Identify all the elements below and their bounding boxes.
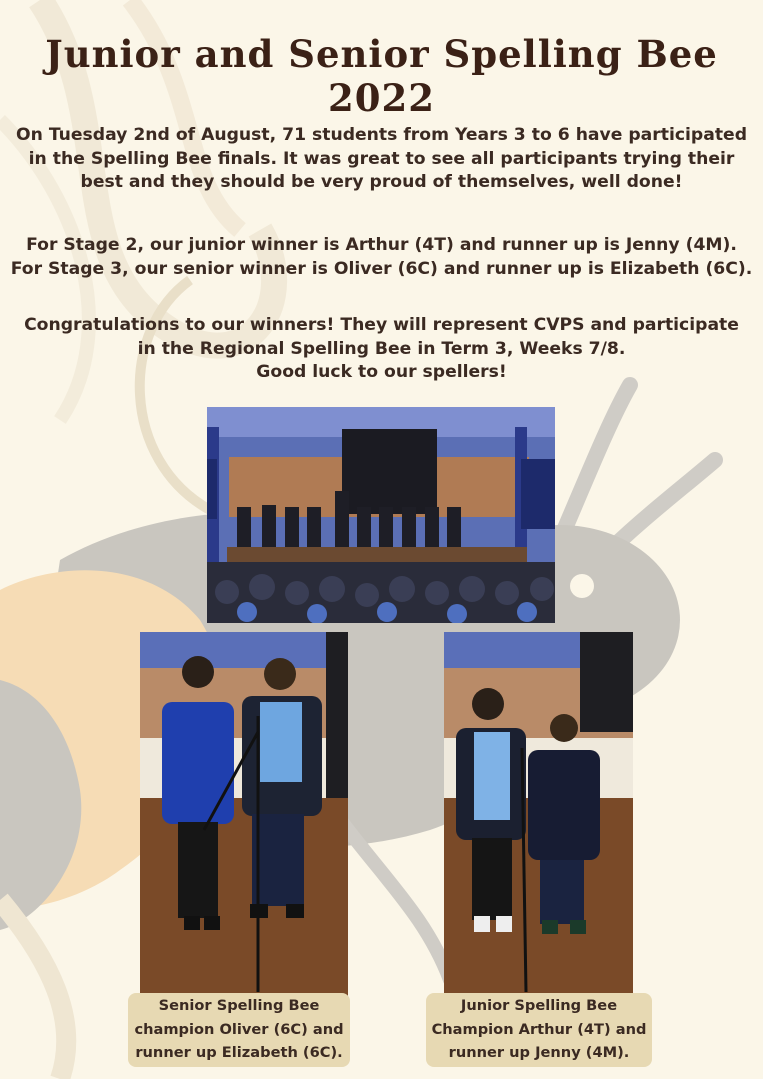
junior-winners-photo: [444, 632, 633, 1010]
caption-line: Junior Spelling Bee: [460, 997, 618, 1014]
caption-line: Champion Arthur (4T) and: [431, 1020, 647, 1038]
caption-line: Senior Spelling Bee: [158, 997, 320, 1014]
congrats-line: Good luck to our spellers!: [256, 362, 507, 382]
intro-line: On Tuesday 2nd of August, 71 students from Years 3 to 6 have participated: [15, 125, 748, 145]
winners-paragraph: [10, 234, 753, 281]
senior-caption: [128, 993, 350, 1067]
page-title: Junior and Senior Spelling Bee 2022: [45, 32, 718, 120]
congrats-line: Congratulations to our winners! They will represent CVPS and participate: [24, 315, 739, 335]
caption-line: runner up Jenny (4M).: [448, 1044, 630, 1061]
stage2-winners: For Stage 2, our junior winner is Arthur (4T) and runner up is Jenny (4M).: [26, 235, 737, 255]
caption-line: champion Oliver (6C) and: [134, 1020, 344, 1038]
hall-finals-photo: [207, 407, 555, 623]
intro-paragraph: [10, 124, 753, 195]
stage3-winners: For Stage 3, our senior winner is Oliver (6C) and runner up is Elizabeth (6C).: [10, 258, 753, 279]
intro-line: best and they should be very proud of themselves, well done!: [80, 172, 683, 192]
congrats-paragraph: [10, 314, 753, 385]
junior-caption: [426, 993, 652, 1067]
intro-line: in the Spelling Bee finals. It was great to see all participants trying their: [28, 148, 735, 169]
congrats-line: in the Regional Spelling Bee in Term 3, Weeks 7/8.: [137, 338, 626, 359]
caption-line: runner up Elizabeth (6C).: [135, 1044, 343, 1061]
senior-winners-photo: [140, 632, 348, 1010]
